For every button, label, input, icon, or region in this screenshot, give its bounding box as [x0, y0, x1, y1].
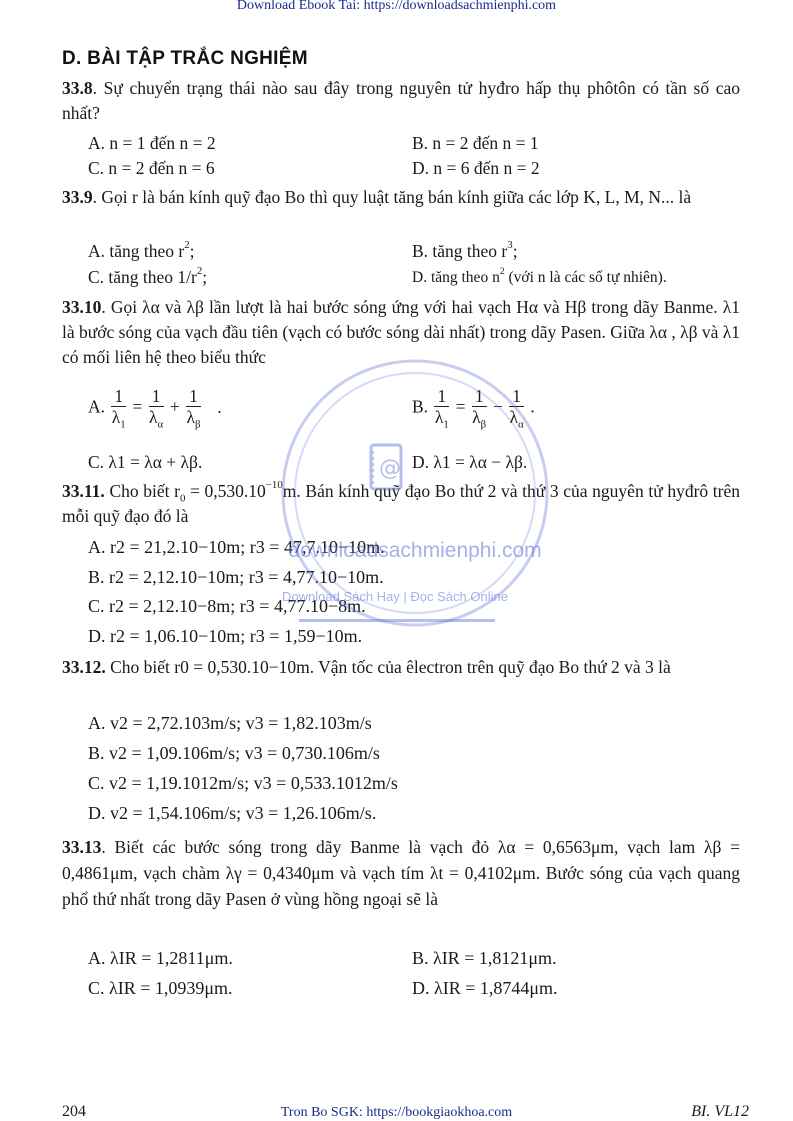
question-text: . Gọi λα và λβ lần lượt là hai bước sóng ứng với hai vạch Hα và Hβ trong dãy Banme. λ1 là bước sóng của vạch đầu tiên (vạch có bước sóng dài nhất) trong dãy Pasen. Giữa λα , λβ và λ1 có mối liên hệ theo biểu thức	[62, 297, 741, 367]
svg-text:@: @	[379, 456, 401, 481]
option-d[interactable]: D. v2 = 1,54.106m/s; v3 = 1,26.106m/s.	[88, 803, 377, 823]
question-33-12	[62, 655, 740, 680]
option-d[interactable]: D. λIR = 1,8744μm.	[412, 978, 558, 998]
question-33-9	[62, 185, 740, 210]
question-33-11: 33.11. Cho biết $r_0 = 0,530.10^{-10}m$. Bán kính quỹ đạo Bo thứ 2 và thứ 3 của nguyên tử hyđrô trên mỗi quỹ đạo đó là	[62, 479, 740, 526]
question-33-13	[62, 834, 740, 912]
question-number: 33.8	[62, 78, 93, 98]
question-number: 33.11.	[62, 481, 105, 501]
watermark-site-text: downloadsachmienphi.com	[288, 539, 542, 562]
section-title: D. BÀI TẬP TRẮC NGHIỆM	[62, 48, 308, 69]
option-b[interactable]: B. v2 = 1,09.106m/s; v3 = 0,730.106m/s	[88, 743, 380, 763]
option-a[interactable]: A. $\frac{1}{\lambda_1}$ = $\frac{1}{\lambda_\alpha}$ + $\frac{1}{\lambda_\beta}$ .	[88, 386, 222, 431]
option-b[interactable]: B. n = 2 đến n = 1	[412, 133, 539, 153]
option-d[interactable]: D. n = 6 đến n = 2	[412, 158, 540, 178]
question-number: 33.9	[62, 187, 93, 207]
option-a[interactable]: A. tăng theo $r^2$;	[88, 239, 195, 261]
question-text: . Biết các bước sóng trong dãy Banme là vạch đỏ λα = 0,6563μm, vạch lam λβ = 0,4861μm, vạch chàm λγ = 0,4340μm và vạch tím λt = 0,4102μm. Bước sóng của vạch quang phổ thứ nhất trong dãy Pasen ở vùng hồng ngoại sẽ là	[62, 837, 740, 909]
option-c[interactable]: C. r2 = 2,12.10−8m; r3 = 4,77.10−8m.	[88, 596, 366, 616]
option-d[interactable]: D. r2 = 1,06.10−10m; r3 = 1,59−10m.	[88, 626, 363, 646]
question-33-8	[62, 76, 740, 126]
option-c[interactable]: C. λIR = 1,0939μm.	[88, 978, 233, 998]
option-c[interactable]: C. n = 2 đến n = 6	[88, 158, 215, 178]
question-number: 33.12.	[62, 657, 106, 677]
option-a[interactable]: A. v2 = 2,72.103m/s; v3 = 1,82.103m/s	[88, 713, 372, 733]
option-a[interactable]: A. n = 1 đến n = 2	[88, 133, 216, 153]
question-text: Cho biết r0 = 0,530.10−10m. Vận tốc của êlectron trên quỹ đạo Bo thứ 2 và 3 là	[105, 657, 671, 677]
question-number: 33.10	[62, 297, 102, 317]
watermark-tagline: Download Sách Hay | Đọc Sách Online	[282, 589, 508, 604]
option-a[interactable]: A. λIR = 1,2811μm.	[88, 948, 233, 968]
option-b[interactable]: B. r2 = 2,12.10−10m; r3 = 4,77.10−10m.	[88, 567, 384, 587]
page-number: 204	[62, 1103, 86, 1120]
sgk-footer-link[interactable]: Tron Bo SGK: https://bookgiaokhoa.com	[280, 1105, 513, 1120]
question-text: . Gọi r là bán kính quỹ đạo Bo thì quy luật tăng bán kính giữa các lớp K, L, M, N... là	[92, 187, 692, 207]
option-d[interactable]: D. tăng theo $n^2$ (với n là các số tự nhiên).	[412, 265, 667, 286]
book-code: BI. VL12	[691, 1103, 749, 1120]
option-a[interactable]: A. r2 = 21,2.10−10m; r3 = 47,7.10−10m.	[88, 537, 385, 557]
option-c[interactable]: C. v2 = 1,19.1012m/s; v3 = 0,533.1012m/s	[88, 773, 398, 793]
question-number: 33.13	[62, 837, 102, 857]
option-b[interactable]: B. $\frac{1}{\lambda_1}$ = $\frac{1}{\lambda_\beta}$ − $\frac{1}{\lambda_\alpha}$ .	[412, 386, 535, 431]
download-header-link[interactable]: Download Ebook Tai: https://downloadsachmienphi.com	[236, 0, 557, 13]
option-c[interactable]: C. λ1 = λα + λβ.	[88, 452, 203, 472]
option-b[interactable]: B. tăng theo $r^3$;	[412, 239, 518, 261]
option-d[interactable]: D. λ1 = λα − λβ.	[412, 452, 528, 472]
question-33-10	[62, 295, 740, 370]
option-c[interactable]: C. tăng theo $1/r^2$;	[88, 265, 208, 287]
question-text: . Sự chuyển trạng thái nào sau đây trong nguyên tử hyđro hấp thụ phôtôn có tần số cao nhất?	[62, 78, 740, 123]
option-b[interactable]: B. λIR = 1,8121μm.	[412, 948, 557, 968]
